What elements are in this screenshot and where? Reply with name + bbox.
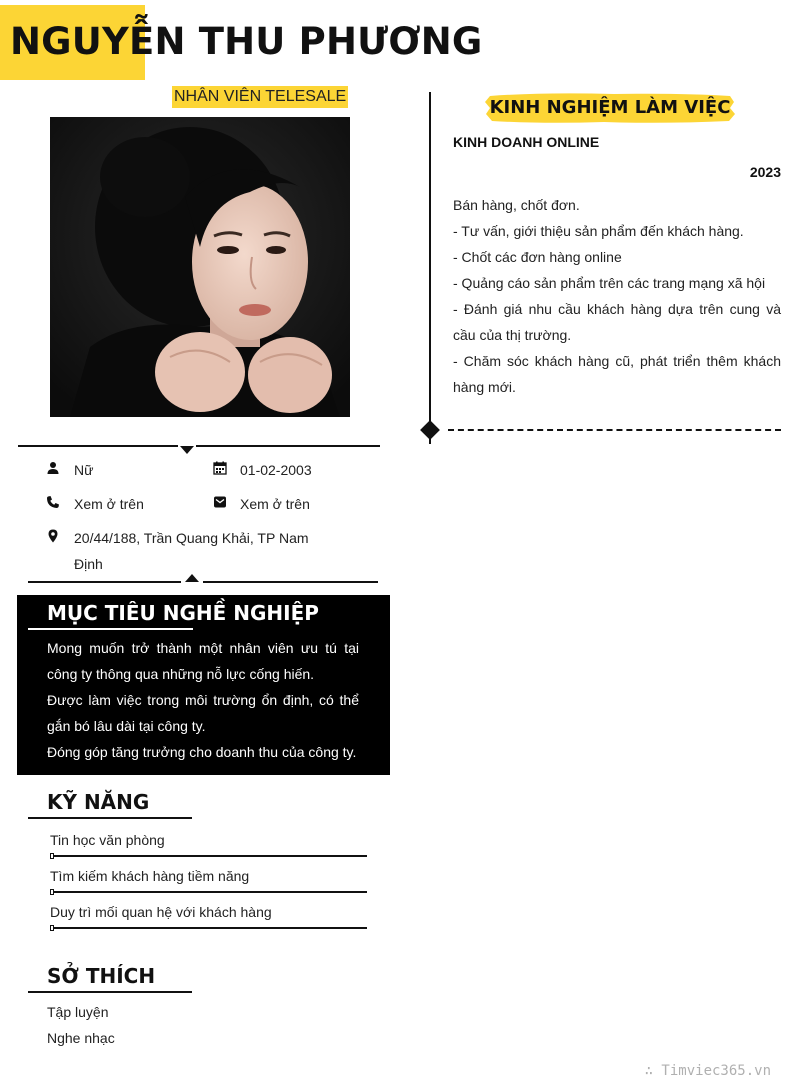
experience-year: 2023 [749,164,781,180]
experience-line: - Chốt các đơn hàng online [453,249,622,265]
experience-line: - Đánh giá nhu cầu khách hàng dựa trên cung và cầu của thị trường. [453,301,781,343]
skill-level-fill [50,853,54,859]
experience-line: - Tư vấn, giới thiệu sản phẩm đến khách hàng. [453,223,744,239]
skills-underline [28,817,192,819]
hobby-item: Nghe nhạc [47,1030,115,1046]
birthdate-value: 01-02-2003 [240,462,312,478]
experience-company: KINH DOANH ONLINE [453,134,600,150]
experience-description [453,192,781,400]
career-goal-paragraph: Mong muốn trở thành một nhân viên ưu tú tại công ty thông qua những nỗ lực cống hiến. [47,640,359,682]
skill-bar [50,891,367,893]
email-icon [213,495,227,509]
info-top-divider-left [18,445,178,447]
skill-name: Duy trì mối quan hệ với khách hàng [50,904,272,920]
experience-dashed-divider [448,429,781,431]
address-value: 20/44/188, Trần Quang Khải, TP Nam Định [74,530,309,572]
skill-bar [50,855,367,857]
career-goal-title: MỤC TIÊU NGHỀ NGHIỆP [47,601,319,625]
skill-level-fill [50,925,54,931]
career-goal-paragraph: Đóng góp tăng trưởng cho doanh thu của công ty. [47,744,357,760]
skill-bar [50,927,367,929]
experience-title: KINH NGHIỆM LÀM VIỆC [489,97,731,118]
experience-line: - Chăm sóc khách hàng cũ, phát triển thêm khách hàng mới. [453,353,781,395]
email-value: Xem ở trên [240,496,310,512]
career-goal-underline [28,628,193,630]
job-title: NHÂN VIÊN TELESALE [172,86,348,108]
info-bottom-arrow [185,574,199,582]
info-bottom-divider-left [28,581,181,583]
skill-name: Tìm kiếm khách hàng tiềm năng [50,868,250,884]
career-goal-section [17,595,390,775]
skill-level-fill [50,889,54,895]
skill-name: Tin học văn phòng [50,832,165,848]
candidate-name: NGUYỄN THU PHƯƠNG [10,20,483,63]
phone-value: Xem ở trên [74,496,144,512]
skills-title: KỸ NĂNG [47,790,150,814]
info-top-divider-right [196,445,380,447]
experience-title-wrap [484,92,736,124]
info-bottom-divider-right [203,581,378,583]
location-icon [46,529,60,543]
gender-value: Nữ [74,462,94,478]
user-icon [46,461,60,475]
watermark: ∴ Timviec365.vn [644,1063,771,1079]
info-top-arrow [180,446,194,454]
experience-line: - Quảng cáo sản phẩm trên các trang mạng xã hội [453,275,766,291]
hobbies-title: SỞ THÍCH [47,964,156,988]
career-goal-text [47,635,359,765]
timeline-diamond [420,420,440,440]
career-goal-paragraph: Được làm việc trong môi trường ổn định, có thể gắn bó lâu dài tại công ty. [47,692,359,734]
profile-photo [50,117,350,417]
hobbies-underline [28,991,192,993]
calendar-icon [213,461,227,475]
phone-icon [46,495,60,509]
experience-timeline [429,92,431,444]
experience-line: Bán hàng, chốt đơn. [453,197,580,213]
hobby-item: Tập luyện [47,1004,109,1020]
